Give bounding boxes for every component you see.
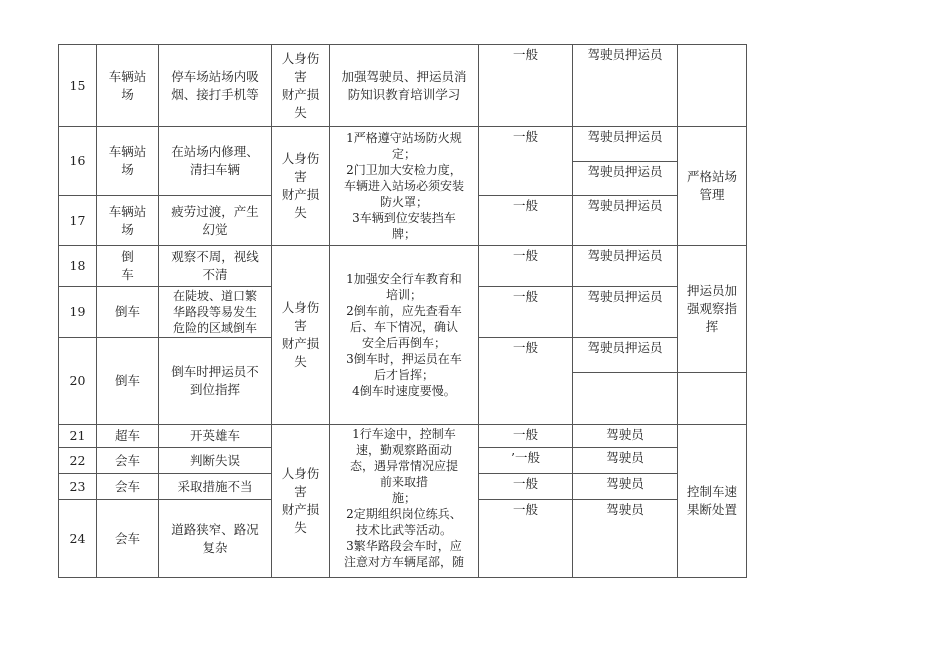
location-cell: 车辆站 场 — [97, 196, 159, 246]
responsible-cell: 驾驶员押运员 — [573, 287, 678, 338]
risk-level-cell: 一般 — [479, 246, 573, 287]
cause-cell: 开英雄车 — [159, 425, 272, 448]
responsible-cell-empty — [573, 373, 678, 425]
location-cell: 会车 — [97, 474, 159, 500]
location-cell: 会车 — [97, 500, 159, 578]
cause-cell: 道路狭窄、路况 复杂 — [159, 500, 272, 578]
harm-cell: 人身伤 害 财产损 失 — [272, 425, 330, 578]
row-number: 24 — [58, 500, 97, 578]
responsible-cell: 驾驶员押运员 — [573, 196, 678, 246]
risk-level-cell: 一般 — [479, 338, 573, 425]
responsible-cell: 驾驶员押运员 — [573, 162, 678, 196]
responsible-cell: 驾驶员押运员 — [573, 246, 678, 287]
risk-level-cell: 一般 — [479, 425, 573, 448]
measure-cell: 1加强安全行车教育和 培训； 2倒车前，应先查看车 后、车下情况，确认 安全后再倒车； 3倒车时，押运员在车 后才旨挥； 4倒车时速度要慢。 — [330, 246, 479, 425]
responsible-cell: 驾驶员 — [573, 474, 678, 500]
harm-cell: 人身伤 害 财产损 失 — [272, 127, 330, 246]
location-cell: 会车 — [97, 448, 159, 474]
location-cell: 车辆站 场 — [97, 44, 159, 127]
measure-cell: 1严格遵守站场防火规 定； 2门卫加大安检力度， 车辆进入站场必须安装 防火罩； 3车辆到位安装挡车 牌； — [330, 127, 479, 246]
risk-level-cell: 一般 — [479, 500, 573, 578]
harm-cell: 人身伤 害 财产损 失 — [272, 44, 330, 127]
cause-cell: 在站场内修理、 清扫车辆 — [159, 127, 272, 196]
risk-level-cell: ’一般 — [479, 448, 573, 474]
row-number: 21 — [58, 425, 97, 448]
harm-cell: 人身伤 害 财产损 失 — [272, 246, 330, 425]
location-cell: 倒 车 — [97, 246, 159, 287]
cause-cell: 倒车时押运员不 到位指挥 — [159, 338, 272, 425]
cause-cell: 观察不周，视线 不清 — [159, 246, 272, 287]
row-number: 23 — [58, 474, 97, 500]
location-cell: 车辆站 场 — [97, 127, 159, 196]
cause-cell: 疲劳过渡，产生 幻觉 — [159, 196, 272, 246]
row-number: 18 — [58, 246, 97, 287]
risk-level-cell: 一般 — [479, 287, 573, 338]
control-cell-empty — [678, 373, 747, 425]
row-number: 20 — [58, 338, 97, 425]
responsible-cell: 驾驶员押运员 — [573, 127, 678, 162]
cause-cell: 停车场站场内吸 烟、接打手机等 — [159, 44, 272, 127]
responsible-cell: 驾驶员押运员 — [573, 338, 678, 373]
responsible-cell: 驾驶员 — [573, 425, 678, 448]
location-cell: 倒车 — [97, 338, 159, 425]
measure-cell: 1行车途中，控制车 速，勤观察路面动 态，遇异常情况应提 前来取措 施； 2定期组织岗位练兵、 技术比武等活动。 3繁华路段会车时，应 注意对方车辆尾部，随 — [330, 425, 479, 578]
row-number: 15 — [58, 44, 97, 127]
responsible-cell: 驾驶员 — [573, 500, 678, 578]
location-cell: 倒车 — [97, 287, 159, 338]
row-number: 19 — [58, 287, 97, 338]
cause-cell: 判断失误 — [159, 448, 272, 474]
control-cell: 控制车速 果断处置 — [678, 425, 747, 578]
row-number: 22 — [58, 448, 97, 474]
risk-level-cell: 一般 — [479, 127, 573, 196]
control-cell-empty — [678, 44, 747, 127]
risk-level-cell: 一般 — [479, 196, 573, 246]
measure-cell: 加强驾驶员、押运员消 防知识教育培训学习 — [330, 44, 479, 127]
location-cell: 超车 — [97, 425, 159, 448]
cause-cell: 采取措施不当 — [159, 474, 272, 500]
risk-level-cell: 一般 — [479, 474, 573, 500]
cause-cell: 在陡坡、道口繁 华路段等易发生 危险的区域倒车 — [159, 287, 272, 338]
row-number: 16 — [58, 127, 97, 196]
control-cell: 押运员加 强观察指 挥 — [678, 246, 747, 373]
risk-level-cell: 一般 — [479, 44, 573, 127]
responsible-cell: 驾驶员 — [573, 448, 678, 474]
row-number: 17 — [58, 196, 97, 246]
control-cell: 严格站场 管理 — [678, 127, 747, 246]
responsible-cell: 驾驶员押运员 — [573, 44, 678, 127]
